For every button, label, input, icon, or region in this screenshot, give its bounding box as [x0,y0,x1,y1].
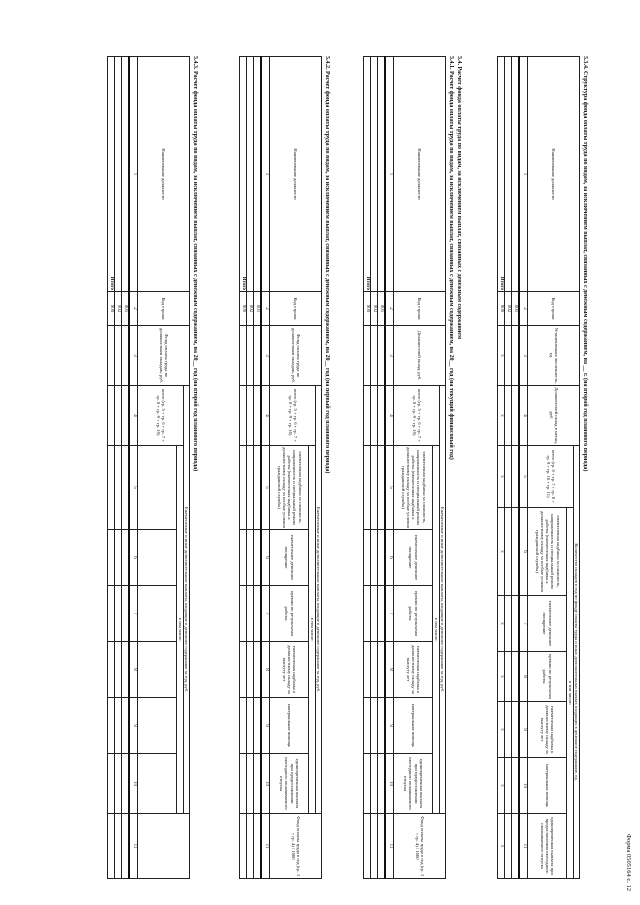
x-mark: x [498,508,505,596]
header-name: Наименование должности [394,57,446,292]
cell[interactable] [108,814,115,879]
cell[interactable] [122,642,130,698]
colnum: 1 [129,57,138,292]
cell[interactable] [378,530,386,586]
header-col11: Фонд оплаты труда в год (гр. 3 + гр. 4) / 1000 [394,814,446,879]
table-534 [497,56,580,879]
cell[interactable] [378,642,386,698]
cell[interactable] [115,586,122,642]
cell[interactable] [115,642,122,698]
cell[interactable] [240,386,247,446]
cell[interactable] [364,586,371,642]
cell[interactable] [371,586,378,642]
header-col8 [138,642,177,698]
x-mark: x [498,652,505,702]
header-col8: ежемесячная надбавка к должностному окладу за выслугу лет [270,642,309,698]
colnum: 2 [261,292,270,326]
header-col10: единовременная выплата при предоставлении ежегодного оплачиваемого отпуска [270,754,309,814]
colnum: 2 [385,292,394,326]
cell[interactable] [122,814,130,879]
colnum: 7 [129,586,138,642]
cell[interactable] [512,508,520,596]
cell[interactable] [371,326,378,386]
cell[interactable] [247,754,254,814]
header-code: Код строки [138,292,190,326]
header-col8: премии по результатам работы [528,652,567,702]
colnum: 8 [261,642,270,698]
cell[interactable] [505,702,512,758]
header-group: Ежемесячные и иные дополнительные выплаты, входящие в денежное содержание за год, руб. [183,386,189,814]
colnum: 3 [129,326,138,386]
cell[interactable] [505,386,512,446]
table-row[interactable] [254,57,262,292]
colnum: 8 [519,652,528,702]
cell[interactable] [371,386,378,446]
total-code: 900 [108,292,115,326]
x-mark: x [498,386,505,446]
cell[interactable] [254,446,262,530]
header-col9 [138,698,177,754]
cell[interactable] [108,642,115,698]
colnum: 1 [385,57,394,292]
header-sub: в том числе: [433,446,439,814]
colnum: 8 [129,642,138,698]
cell[interactable] [254,698,262,754]
cell[interactable] [247,446,254,530]
colnum: 8 [385,642,394,698]
row-code: 002 [115,292,122,326]
header-total: всего (гр. 5 + гр. 6 + гр. 7 + гр. 8 + гр. 9 + гр. 10) [138,386,183,446]
cell[interactable] [378,586,386,642]
cell[interactable] [371,814,378,879]
row-code: 001 [122,292,130,326]
header-col9: материальная помощь [270,698,309,754]
colnum: 11 [261,814,270,879]
colnum: 11 [519,814,528,879]
x-mark: x [498,758,505,814]
colnum: 9 [385,698,394,754]
cell[interactable] [122,530,130,586]
header-col10 [138,754,177,814]
cell[interactable] [240,698,247,754]
cell[interactable] [122,754,130,814]
cell[interactable] [371,698,378,754]
cell[interactable] [247,642,254,698]
table-row[interactable] [115,57,122,292]
colnum: 3 [261,326,270,386]
colnum: 6 [129,530,138,586]
colnum: 10 [261,754,270,814]
header-group: Ежемесячные и иные дополнительные выплаты, входящие в денежное содержание за год, руб. [439,386,445,814]
cell[interactable] [240,530,247,586]
header-col5 [138,446,177,530]
header-code: Код строки [394,292,446,326]
cell[interactable] [240,326,247,386]
cell[interactable] [254,814,262,879]
table-row[interactable] [122,57,130,292]
cell[interactable] [115,386,122,446]
colnum: 7 [519,596,528,652]
cell[interactable] [122,586,130,642]
header-col7: премии по результатам работы [270,586,309,642]
colnum: 9 [129,698,138,754]
colnum: 10 [385,754,394,814]
cell[interactable] [254,326,262,386]
cell[interactable] [108,326,115,386]
colnum: 2 [519,292,528,326]
row-code: 002 [371,292,378,326]
header-code: Код строки [528,292,580,326]
colnum: 4 [385,386,394,446]
cell[interactable] [364,754,371,814]
header-fund: Фонд оплаты труда по должностным окладам, руб. [138,326,190,386]
cell[interactable] [254,586,262,642]
cell[interactable] [254,386,262,446]
cell[interactable] [378,386,386,446]
cell[interactable] [122,446,130,530]
colnum: 3 [385,326,394,386]
x-mark: x [498,702,505,758]
cell[interactable] [512,702,520,758]
section-title-543: 5.4.3. Расчет фонда оплаты труда по видам, за исключением выплат, связанных с денежным содержанием, на 20__ год (на второй год планового периода) [192,56,198,472]
cell[interactable] [378,698,386,754]
cell[interactable] [512,758,520,814]
header-group: Ежемесячные и иные дополнительные выплаты, входящие в денежное содержание за год, руб. [315,386,321,814]
cell[interactable] [364,814,371,879]
cell[interactable] [240,754,247,814]
cell[interactable] [115,698,122,754]
header-col5: ежемесячная надбавка за сложность, напряженность и специальный режим работы (ежемесячная надбавка к должностному окладу за особые условия гражданской службы) [394,446,433,530]
header-col6: ежемесячная надбавка за сложность, напряженность и специальный режим работы (ежемесячная надбавка к должностному окладу за особые условия гражданской службы) [528,508,567,596]
table-543 [107,56,190,879]
cell[interactable] [512,386,520,446]
header-col7: премии по результатам работы [394,586,433,642]
table-541 [363,56,446,879]
header-col11 [138,814,190,879]
header-total: всего (гр. 5 + гр. 6 + гр. 7 + гр. 8 + гр. 9 + гр. 10) [394,386,439,446]
row-code: 002 [505,292,512,326]
table-row[interactable] [505,57,512,292]
header-sub: в том числе: [567,508,573,879]
section-title-534: 5.3.4. Структура фонда оплаты труда по видам, за исключением выплат, связанных с денежным содержанием, на __ г. (на второй год планового периода) [582,56,588,472]
row-code: 002 [247,292,254,326]
cell[interactable] [240,586,247,642]
colnum: 5 [261,446,270,530]
header-headcount: Установленная численность, ед. [528,326,580,386]
colnum: 5 [519,446,528,508]
colnum: 5 [385,446,394,530]
colnum: 7 [261,586,270,642]
cell[interactable] [240,814,247,879]
colnum: 7 [385,586,394,642]
header-col11: единовременная выплата при предоставлении ежегодного оплачиваемого отпуска [528,814,567,879]
cell[interactable] [364,530,371,586]
cell[interactable] [240,642,247,698]
header-name: Наименование должности [138,57,190,292]
cell[interactable] [254,642,262,698]
colnum: 9 [519,702,528,758]
cell[interactable] [108,446,115,530]
header-col10: единовременная выплата при предоставлении ежегодного оплачиваемого отпуска [394,754,433,814]
header-col6 [138,530,177,586]
cell[interactable] [240,446,247,530]
cell[interactable] [247,386,254,446]
cell[interactable] [254,754,262,814]
cell[interactable] [122,698,130,754]
header-col7 [138,586,177,642]
cell[interactable] [505,326,512,386]
cell[interactable] [247,586,254,642]
cell[interactable] [378,326,386,386]
header-name: Наименование должности [270,57,322,292]
cell[interactable] [247,326,254,386]
cell[interactable] [115,326,122,386]
table-row[interactable] [512,57,520,292]
cell[interactable] [505,596,512,652]
x-mark: x [498,596,505,652]
header-col7: ежемесячное денежное поощрение [528,596,567,652]
colnum: 5 [129,446,138,530]
header-col9: ежемесячная надбавка к должностному окладу за выслугу лет [528,702,567,758]
header-col8: ежемесячная надбавка к должностному окладу за выслугу лет [394,642,433,698]
colnum: 6 [519,508,528,596]
cell[interactable] [512,326,520,386]
colnum: 4 [519,386,528,446]
x-mark: x [498,814,505,879]
section-title-542: 5.4.2. Расчет фонда оплаты труда по видам, за исключением выплат, связанных с денежным содержанием, на 20__ год (на первый год планового периода) [324,56,330,474]
cell[interactable] [378,446,386,530]
cell[interactable] [108,386,115,446]
colnum: 10 [519,758,528,814]
cell[interactable] [371,446,378,530]
header-col5: ежемесячная надбавка за сложность, напряженность и специальный режим работы (ежемесячная надбавка к должностному окладу за особые условия гражданской службы) [270,446,309,530]
cell[interactable] [115,530,122,586]
total-code: 900 [240,292,247,326]
header-fund: Должностной оклад, руб. [394,326,446,386]
header-sub: в том числе: [309,446,315,814]
cell[interactable] [512,446,520,508]
header-total: всего (гр. 5 + гр. 6 + гр. 7 + гр. 8 + гр. 9 + гр. 10) [270,386,315,446]
colnum: 1 [261,57,270,292]
header-col6: ежемесячное денежное поощрение [394,530,433,586]
cell[interactable] [378,754,386,814]
colnum: 11 [385,814,394,879]
row-code: 001 [378,292,386,326]
header-total: всего (гр. 6 + гр. 7 + гр. 8 + гр. 9 + гр. 10 + гр. 11) [528,446,573,508]
header-col6: ежемесячное денежное поощрение [270,530,309,586]
total-label: Итого [364,57,371,292]
header-col9: материальная помощь [394,698,433,754]
table-542 [239,56,322,879]
header-fund: Фонд оплаты труда по должностным окладам, руб. [270,326,322,386]
cell[interactable] [122,386,130,446]
cell[interactable] [512,652,520,702]
cell[interactable] [364,326,371,386]
cell[interactable] [364,386,371,446]
cell[interactable] [247,814,254,879]
cell[interactable] [371,642,378,698]
cell[interactable] [115,754,122,814]
cell[interactable] [364,446,371,530]
colnum: 9 [261,698,270,754]
table-row[interactable] [378,57,386,292]
cell[interactable] [505,814,512,879]
total-label: Итого [108,57,115,292]
cell[interactable] [505,446,512,508]
total-code: 900 [498,292,505,326]
cell[interactable] [122,326,130,386]
colnum: 6 [385,530,394,586]
header-group: Количество окладов в год по фонду оплаты труда и иных дополнительных выплат, входящих в денежное содержание, ед. [573,446,579,879]
cell[interactable] [108,754,115,814]
cell[interactable] [254,530,262,586]
row-code: 001 [254,292,262,326]
cell[interactable] [505,652,512,702]
header-name: Наименование должности [528,57,580,292]
colnum: 1 [519,57,528,292]
total-label: Итого [240,57,247,292]
row-code: 001 [512,292,520,326]
section-title-54: 5.4. Расчет фонда оплаты труда по видам, за исключением выплат, связанных с денежным содержанием [456,56,462,340]
cell[interactable] [364,642,371,698]
table-row[interactable] [247,57,254,292]
cell[interactable] [512,814,520,879]
cell[interactable] [371,530,378,586]
cell[interactable] [108,586,115,642]
header-salary: Должностной оклад в месяц, руб. [528,386,580,446]
cell[interactable] [115,814,122,879]
cell[interactable] [378,814,386,879]
section-title-541: 5.4.1. Расчет фонда оплаты труда по видам, за исключением выплат, связанных с денежным содержанием, на 20__ год (на текущий финансовый год) [448,56,454,460]
cell[interactable] [505,758,512,814]
total-label: Итого [498,57,505,292]
cell[interactable] [512,596,520,652]
header-col10: материальная помощь [528,758,567,814]
cell[interactable] [115,446,122,530]
cell[interactable] [364,698,371,754]
header-code: Код строки [270,292,322,326]
total-code: 900 [364,292,371,326]
header-sub: в том числе: [177,446,183,814]
form-code: Форма 0505164 с. 12 [625,833,632,891]
cell[interactable] [371,754,378,814]
x-mark: x [498,446,505,508]
cell[interactable] [247,698,254,754]
colnum: 2 [129,292,138,326]
table-row[interactable] [371,57,378,292]
cell[interactable] [108,530,115,586]
colnum: 3 [519,326,528,386]
colnum: 4 [129,386,138,446]
colnum: 10 [129,754,138,814]
cell[interactable] [247,530,254,586]
cell[interactable] [505,508,512,596]
colnum: 6 [261,530,270,586]
colnum: 4 [261,386,270,446]
x-mark: x [498,326,505,386]
colnum: 11 [129,814,138,879]
header-col11: Фонд оплаты труда в год (гр. 3 + гр. 4) / 1000 [270,814,322,879]
cell[interactable] [108,698,115,754]
